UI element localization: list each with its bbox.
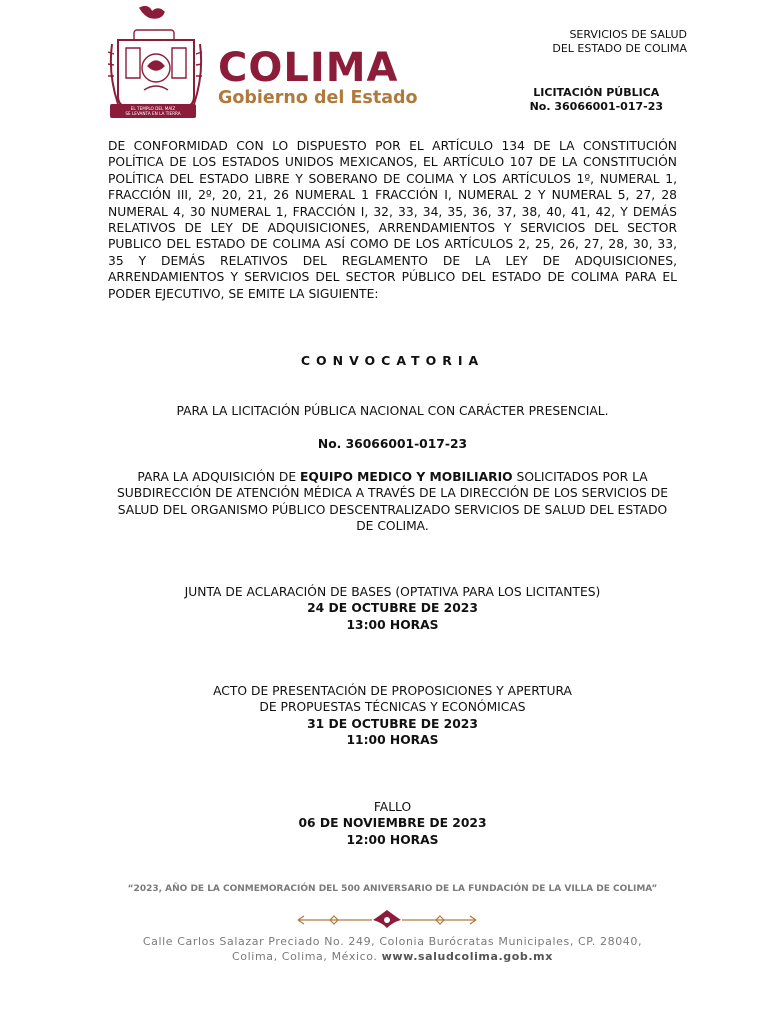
decorative-ornament-icon <box>292 907 482 931</box>
coat-of-arms-logo <box>104 4 208 122</box>
event-junta <box>108 584 677 633</box>
footer-motto: “2023, AÑO DE LA CONMEMORACIÓN DEL 500 ANIVERSARIO DE LA FUNDACIÓN DE LA VILLA DE COLIMA” <box>127 884 658 894</box>
tender-type: LICITACIÓN PÚBLICA <box>533 86 660 99</box>
agency-line-1: SERVICIOS DE SALUD <box>569 28 687 41</box>
event-acto <box>108 683 677 749</box>
acto-date: 31 DE OCTUBRE DE 2023 <box>307 716 478 731</box>
tender-number: No. 36066001-017-23 <box>529 100 663 113</box>
junta-date: 24 DE OCTUBRE DE 2023 <box>307 601 478 616</box>
brand-logo <box>218 45 418 109</box>
purpose-prefix: PARA LA ADQUISICIÓN DE <box>137 470 301 484</box>
address-line-2: Colima, Colima, México. <box>232 950 378 963</box>
purpose-suffix: SOLICITADOS POR LA SUBDIRECCIÓN DE ATENCIÓN MÉDICA A TRAVÉS DE LA DIRECCIÓN DE LOS SERVICIOS DE SALUD DEL ORGANISMO PÚBLICO DESCENTRALIZADO SERVICIOS DE SALUD DEL ESTADO DE COLIMA. <box>117 470 668 534</box>
acto-time: 11:00 HORAS <box>346 733 439 748</box>
acto-label-line2: DE PROPUESTAS TÉCNICAS Y ECONÓMICAS <box>259 700 526 715</box>
acto-label-line1: ACTO DE PRESENTACIÓN DE PROPOSICIONES Y APERTURA <box>213 684 572 698</box>
website-link[interactable]: www.saludcolima.gob.mx <box>381 950 553 963</box>
fallo-label: FALLO <box>373 800 412 814</box>
brand-name: COLIMA <box>218 45 399 91</box>
crest-ribbon-line2: SE LEVANTA EN LA TIERRA <box>125 111 181 116</box>
fallo-date: 06 DE NOVIEMBRE DE 2023 <box>298 816 487 831</box>
fallo-time: 12:00 HORAS <box>346 832 439 847</box>
junta-time: 13:00 HORAS <box>346 617 439 632</box>
purpose-paragraph <box>108 469 677 535</box>
brand-subtitle: Gobierno del Estado <box>218 88 418 108</box>
junta-label: JUNTA DE ACLARACIÓN DE BASES (OPTATIVA PARA LOS LICITANTES) <box>184 585 601 599</box>
agency-line-2: DEL ESTADO DE COLIMA <box>552 42 687 55</box>
document-subtitle: PARA LA LICITACIÓN PÚBLICA NACIONAL CON CARÁCTER PRESENCIAL. <box>176 404 609 418</box>
crest-ribbon-line1: EL TEMPLO DEL MAÍZ <box>130 106 176 111</box>
address-line-1: Calle Carlos Salazar Preciado No. 249, Colonia Burócratas Municipales, CP. 28040, <box>142 935 643 948</box>
document-title: CONVOCATORIA <box>300 353 485 368</box>
event-fallo <box>108 799 677 848</box>
tender-header <box>530 86 663 114</box>
purpose-highlight: EQUIPO MEDICO Y MOBILIARIO <box>300 470 513 484</box>
agency-name <box>552 28 687 56</box>
tender-number-body: No. 36066001-017-23 <box>317 437 468 451</box>
footer-address <box>108 934 677 964</box>
legal-basis-paragraph: DE CONFORMIDAD CON LO DISPUESTO POR EL ARTÍCULO 134 DE LA CONSTITUCIÓN POLÍTICA DE LOS ESTADOS UNIDOS MEXICANOS, EL ARTÍCULO 107 DE LA CONSTITUCIÓN POLÍTICA DEL ESTADO LIBRE Y SOBERANO DE COLIMA Y LOS ARTÍCULOS 1º, NUMERAL 1, FRACCIÓN III, 2º, 20, 21, 26 NUMERAL 1 FRACCIÓN I, NUMERAL 2 Y NUMERAL 5, 27, 28 NUMERAL 4, 30 NUMERAL 1, FRACCIÓN I, 32, 33, 34, 35, 36, 37, 38, 40, 41, 42, Y DEMÁS RELATIVOS DE LEY DE ADQUISICIONES, ARRENDAMIENTOS Y SERVICIOS DEL SECTOR PUBLICO DEL ESTADO DE COLIMA ASÍ COMO DE LOS ARTÍCULOS 2, 25, 26, 27, 28, 30, 33, 35 Y DEMÁS RELATIVOS DEL REGLAMENTO DE LA LEY DE ADQUISICIONES, ARRENDAMIENTOS Y SERVICIOS DEL SECTOR PÚBLICO DEL ESTADO DE COLIMA PARA EL PODER EJECUTIVO, SE EMITE LA SIGUIENTE: <box>108 139 677 301</box>
